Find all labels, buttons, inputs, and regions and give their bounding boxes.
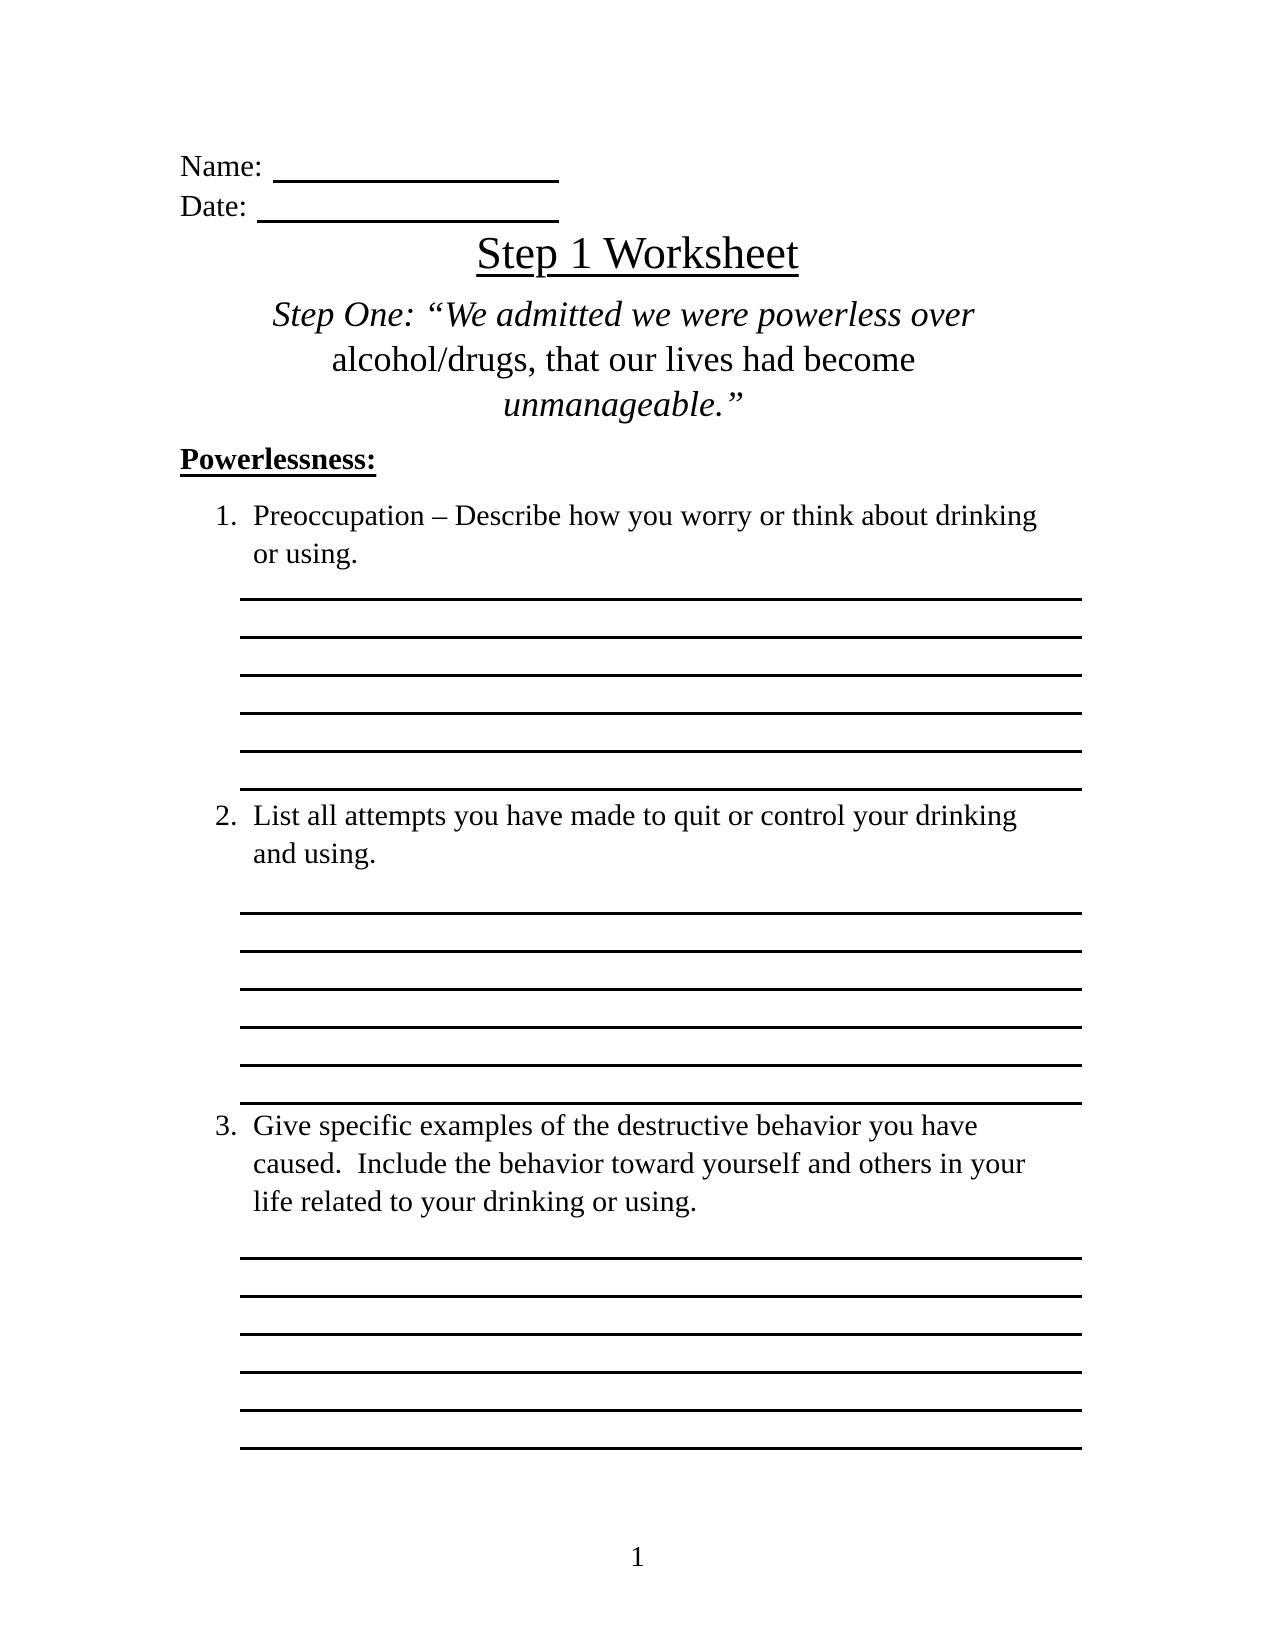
- section-heading-text: Powerlessness:: [180, 441, 377, 476]
- answer-line[interactable]: [240, 1260, 1082, 1298]
- question-item: [215, 497, 1275, 791]
- question-number: 3.: [215, 1109, 238, 1142]
- answer-line[interactable]: [240, 915, 1082, 953]
- answer-line[interactable]: [240, 1222, 1082, 1260]
- name-label: Name:: [180, 148, 263, 183]
- name-blank-line[interactable]: [273, 180, 559, 183]
- question-item: [215, 1107, 1275, 1450]
- question-list: [215, 497, 1275, 1450]
- question-number: 2.: [215, 799, 238, 832]
- name-row: [180, 146, 1275, 186]
- answer-line[interactable]: [240, 1067, 1082, 1105]
- question-number: 1.: [215, 499, 238, 532]
- question-row: [215, 497, 1275, 573]
- name-date-block: [180, 0, 1275, 226]
- page-title: [0, 228, 1275, 278]
- answer-line[interactable]: [240, 601, 1082, 639]
- quote-line-3: unmanageable.”: [503, 384, 744, 424]
- answer-line[interactable]: [240, 1298, 1082, 1336]
- answer-line[interactable]: [240, 1336, 1082, 1374]
- question-item: [215, 797, 1275, 1105]
- answer-line[interactable]: [240, 677, 1082, 715]
- question-text: Give specific examples of the destructive behavior you have caused. Include the behavior toward yourself and others in your life related to your drinking or using.: [253, 1109, 1033, 1218]
- date-label: Date:: [180, 188, 248, 223]
- quote-line-2: alcohol/drugs, that our lives had become: [331, 339, 916, 379]
- page-title-text: Step 1 Worksheet: [476, 227, 799, 278]
- section-heading-powerlessness: [180, 439, 1275, 479]
- answer-lines: [240, 877, 1082, 1105]
- answer-line[interactable]: [240, 639, 1082, 677]
- question-row: [215, 1107, 1275, 1221]
- answer-line[interactable]: [240, 953, 1082, 991]
- answer-line[interactable]: [240, 1029, 1082, 1067]
- question-text: Preoccupation – Describe how you worry or think about drinking or using.: [253, 499, 1045, 570]
- answer-line[interactable]: [240, 877, 1082, 915]
- answer-line[interactable]: [240, 753, 1082, 791]
- step-one-quote: [0, 292, 1275, 427]
- answer-line[interactable]: [240, 1412, 1082, 1450]
- answer-lines: [240, 1222, 1082, 1450]
- answer-line[interactable]: [240, 1374, 1082, 1412]
- question-row: [215, 797, 1275, 873]
- quote-line-1: Step One: “We admitted we were powerless over: [272, 294, 975, 334]
- page-number: 1: [630, 1541, 645, 1573]
- date-blank-line[interactable]: [257, 220, 559, 223]
- answer-lines: [240, 563, 1082, 791]
- date-row: [180, 186, 1275, 226]
- question-text: List all attempts you have made to quit or control your drinking and using.: [253, 799, 1025, 870]
- answer-line[interactable]: [240, 991, 1082, 1029]
- answer-line[interactable]: [240, 715, 1082, 753]
